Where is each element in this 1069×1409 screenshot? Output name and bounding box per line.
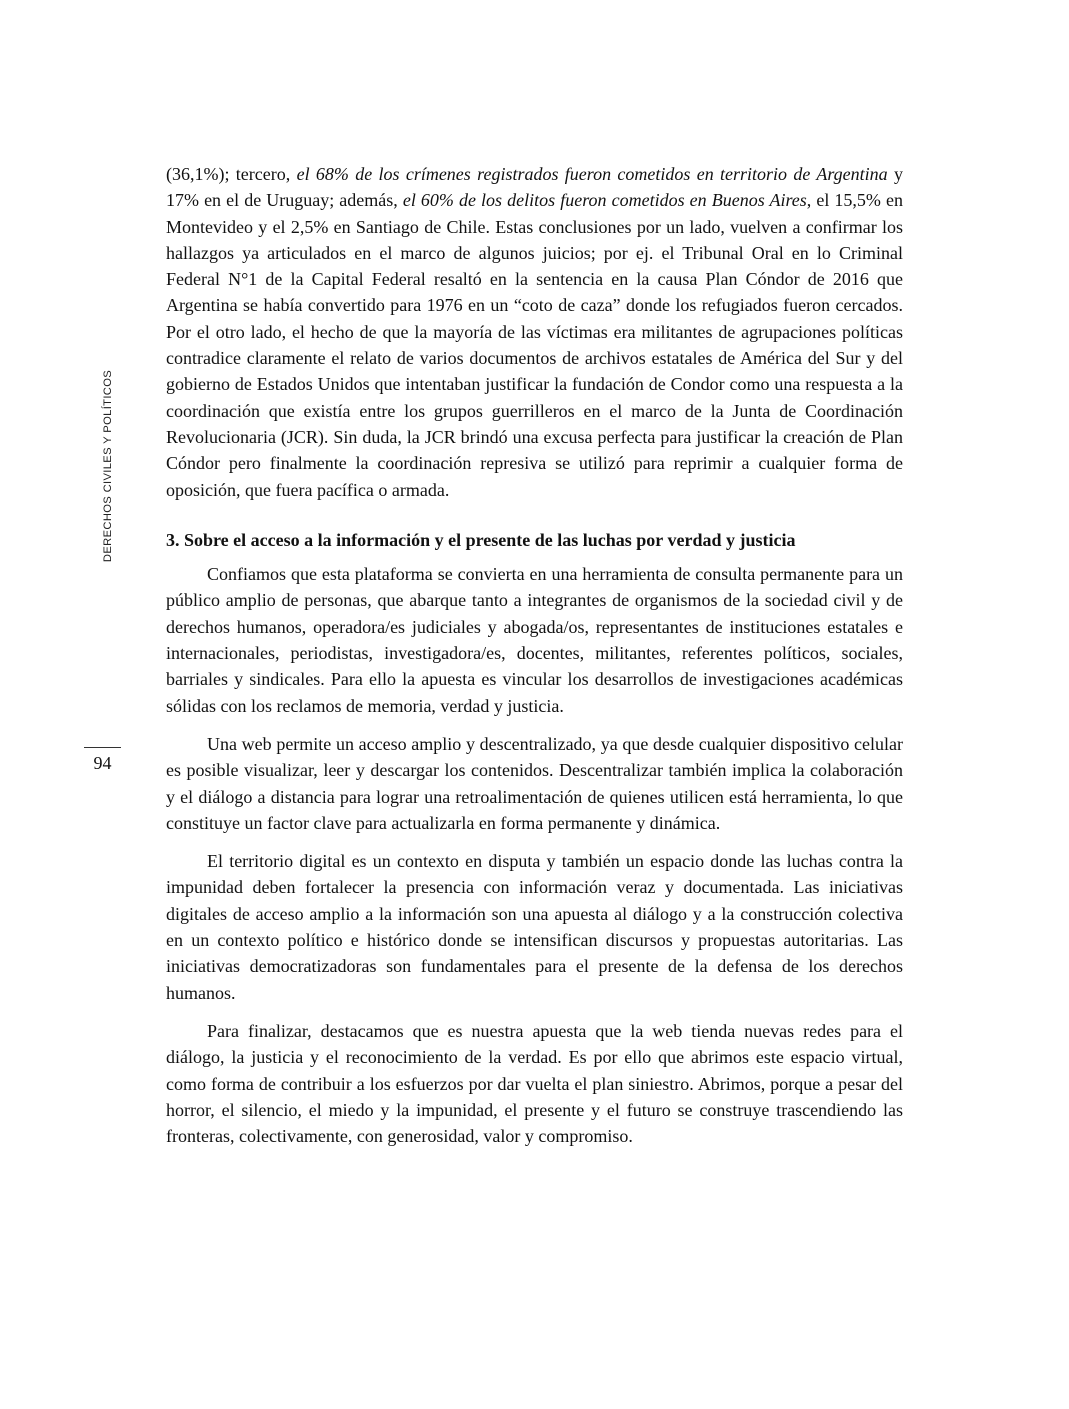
- paragraph: Confiamos que esta plataforma se convierta en una herramienta de consulta permanente para un público amplio de personas, que abarque tanto a integrantes de organismos de la sociedad civil y de derechos humanos, operadora/es judiciales y abogada/os, representantes de instituciones estatales e internacionales, periodistas, investigadora/es, docentes, militantes, referentes políticos, sociales, barriales y sindicales. Para ello la apuesta es vincular los desarrollos de investigaciones académicas sólidas con los reclamos de memoria, verdad y justicia.: [166, 564, 903, 716]
- paragraph: El territorio digital es un contexto en disputa y también un espacio donde las luchas contra la impunidad deben fortalecer la presencia con información veraz y documentada. Las iniciativas digitales de acceso amplio a la información son una apuesta al diálogo y a la construcción colectiva en un contexto político e histórico donde se intensifican discursos y propuestas autoritarias. Las iniciativas democratizadoras son fundamentales para el presente de la defensa de los derechos humanos.: [166, 851, 903, 1003]
- body-text: [166, 161, 903, 1161]
- italic-statistic: el 60% de los delitos fueron cometidos en Buenos Aires: [402, 190, 807, 211]
- paragraph: Para finalizar, destacamos que es nuestra apuesta que la web tienda nuevas redes para el diálogo, la justicia y el reconocimiento de la verdad. Es por ello que abrimos este espacio virtual, como forma de contribuir a los esfuerzos por dar vuelta el plan siniestro. Abrimos, porque a pesar del horror, el silencio, el miedo y la impunidad, el presente y el futuro se construye trascendiendo las fronteras, colectivamente, con generosidad, valor y compromiso.: [166, 1020, 903, 1147]
- page-number: 94: [93, 753, 112, 773]
- paragraph-text: (36,1%); tercero,: [166, 164, 297, 184]
- page-number-rule: [84, 747, 121, 748]
- italic-statistic: el 68% de los crímenes registrados fueron cometidos en territorio de Argentina: [296, 164, 888, 184]
- section-heading: 3. Sobre el acceso a la información y el presente de las luchas por verdad y justicia: [166, 529, 796, 550]
- paragraph-text: , el 15,5% en Montevideo y el 2,5% en Santiago de Chile. Estas conclusiones por un lado, vuelven a confirmar los hallazgos ya articulados en el marco de algunos juicios; por ej. el Tribunal Oral en lo Criminal Federal N°1 de la Capital Federal resaltó en la sentencia en la causa Plan Cóndor de 2016 que Argentina se había convertido para 1976 en un “coto de caza” donde los refugiados fueron cercados. Por el otro lado, el hecho de que la mayoría de las víctimas era militantes de agrupaciones políticas contradice claramente el relato de varios documentos de archivos estatales de América del Sur y del gobierno de Estados Unidos que intentaban justificar la fundación de Condor como una respuesta a la coordinación que existía entre los grupos guerrilleros en el marco de la Junta de Coordinación Revolucionaria (JCR). Sin duda, la JCR brindó una excusa perfecta para justificar la creación de Plan Cóndor pero finalmente la coordinación represiva se utilizó para reprimir a cualquier forma de oposición, que fuera pacífica o armada.: [166, 190, 903, 500]
- paragraph: Una web permite un acceso amplio y descentralizado, ya que desde cualquier dispositivo celular es posible visualizar, leer y descargar los contenidos. Descentralizar también implica la colaboración y el diálogo a distancia para lograr una retroalimentación de quienes utilicen está herramienta, lo que constituye un factor clave para actualizarla en forma permanente y dinámica.: [166, 733, 903, 833]
- running-head: DERECHOS CIVILES Y POLÍTICOS: [102, 369, 114, 563]
- paragraph-text: y 17% en el de Uruguay; además,: [166, 164, 903, 211]
- paragraph-continued: [166, 161, 903, 503]
